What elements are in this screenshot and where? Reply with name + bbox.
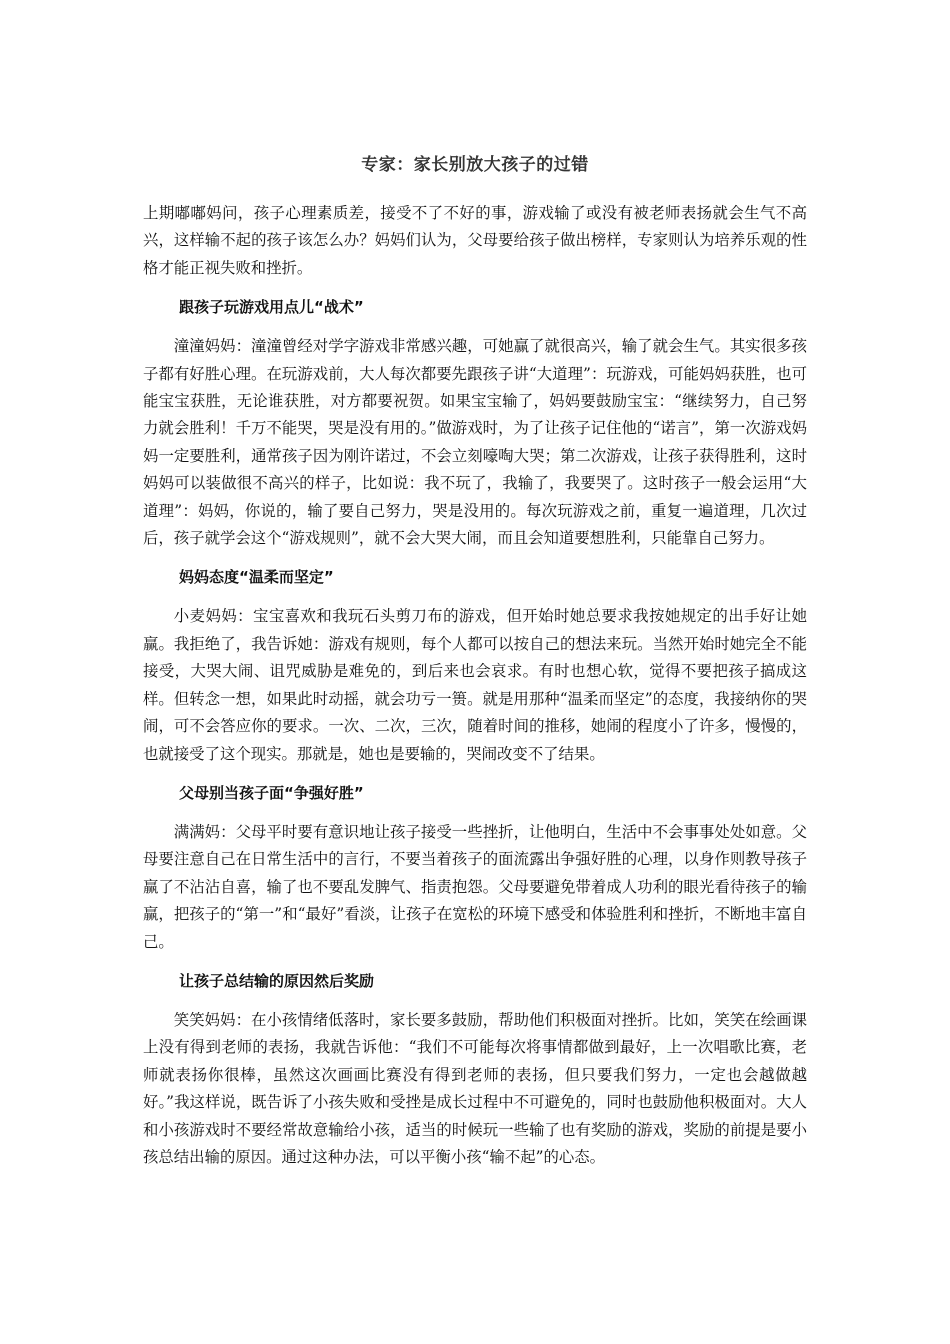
- spacer: [143, 552, 807, 564]
- section-body-reward: 笑笑妈妈：在小孩情绪低落时，家长要多鼓励，帮助他们积极面对挫折。比如，笑笑在绘画课上没有得到老师的表扬，我就告诉他：“我们不可能每次将事情都做到最好，上一次唱歌比赛，老师就表扬你很棒，虽然这次画画比赛没有得到老师的表扬，但只要我们努力，一定也会越做越好。”我这样说，既告诉了小孩失败和受挫是成长过程中不可避免的，同时也鼓励他积极面对。大人和小孩游戏时不要经常故意输给小孩，适当的时候玩一些输了也有奖励的游戏，奖励的前提是要小孩总结出输的原因。通过这种办法，可以平衡小孩“输不起”的心态。: [143, 1010, 807, 1166]
- intro-paragraph: 上期嘟嘟妈问，孩子心理素质差，接受不了不好的事，游戏输了或没有被老师表扬就会生气不高兴，这样输不起的孩子该怎么办？妈妈们认为，父母要给孩子做出榜样，专家则认为培养乐观的性格才能正视失败和挫折。: [143, 204, 807, 277]
- section-heading-reward: 让孩子总结输的原因然后奖励: [179, 971, 375, 990]
- spacer: [143, 956, 807, 968]
- spacer: [143, 807, 807, 819]
- article-body: [143, 200, 807, 1171]
- spacer: [143, 282, 807, 294]
- article-title: 专家：家长别放大孩子的过错: [361, 155, 589, 175]
- section-heading-attitude: 妈妈态度“温柔而坚定”: [179, 568, 334, 587]
- spacer: [143, 591, 807, 603]
- spacer: [143, 321, 807, 333]
- section-body-attitude: 小麦妈妈：宝宝喜欢和我玩石头剪刀布的游戏，但开始时她总要求我按她规定的出手好让她赢。我拒绝了，我告诉她：游戏有规则，每个人都可以按自己的想法来玩。当然开始时她完全不能接受，大哭大闹、诅咒威胁是难免的，到后来也会哀求。有时也想心软，觉得不要把孩子搞成这样。但转念一想，如果此时动摇，就会功亏一篑。就是用那种“温柔而坚定”的态度，我接纳你的哭闹，可不会答应你的要求。一次、二次，三次，随着时间的推移，她闹的程度小了许多，慢慢的，也就接受了这个现实。那就是，她也是要输的，哭闹改变不了结果。: [143, 607, 807, 763]
- section-heading-tactics: 跟孩子玩游戏用点儿“战术”: [179, 298, 364, 317]
- spacer: [143, 768, 807, 780]
- section-body-tactics: 潼潼妈妈：潼潼曾经对学字游戏非常感兴趣，可她赢了就很高兴，输了就会生气。其实很多孩子都有好胜心理。在玩游戏前，大人每次都要先跟孩子讲“大道理”：玩游戏，可能妈妈获胜，也可能宝宝获胜，无论谁获胜，对方都要祝贺。如果宝宝输了，妈妈要鼓励宝宝：“继续努力，自己努力就会胜利！千万不能哭，哭是没有用的。”做游戏时，为了让孩子记住他的“诺言”，第一次游戏妈妈一定要胜利，通常孩子因为刚许诺过，不会立刻嚎啕大哭；第二次游戏，让孩子获得胜利，这时妈妈可以装做很不高兴的样子，比如说：我不玩了，我输了，我要哭了。这时孩子一般会运用“大道理”：妈妈，你说的，输了要自己努力，哭是没用的。每次玩游戏之前，重复一遍道理，几次过后，孩子就学会这个“游戏规则”，就不会大哭大闹，而且会知道要想胜利，只能靠自己努力。: [143, 337, 807, 548]
- spacer: [143, 995, 807, 1007]
- section-heading-parents: 父母别当孩子面“争强好胜”: [179, 783, 364, 802]
- section-body-parents: 满满妈：父母平时要有意识地让孩子接受一些挫折，让他明白，生活中不会事事处处如意。父母要注意自己在日常生活中的言行，不要当着孩子的面流露出争强好胜的心理，以身作则教导孩子赢了不沾沾自喜，输了也不要乱发脾气、指责抱怨。父母要避免带着成人功利的眼光看待孩子的输赢，把孩子的“第一”和“最好”看淡，让孩子在宽松的环境下感受和体验胜利和挫折，不断地丰富自己。: [143, 822, 807, 951]
